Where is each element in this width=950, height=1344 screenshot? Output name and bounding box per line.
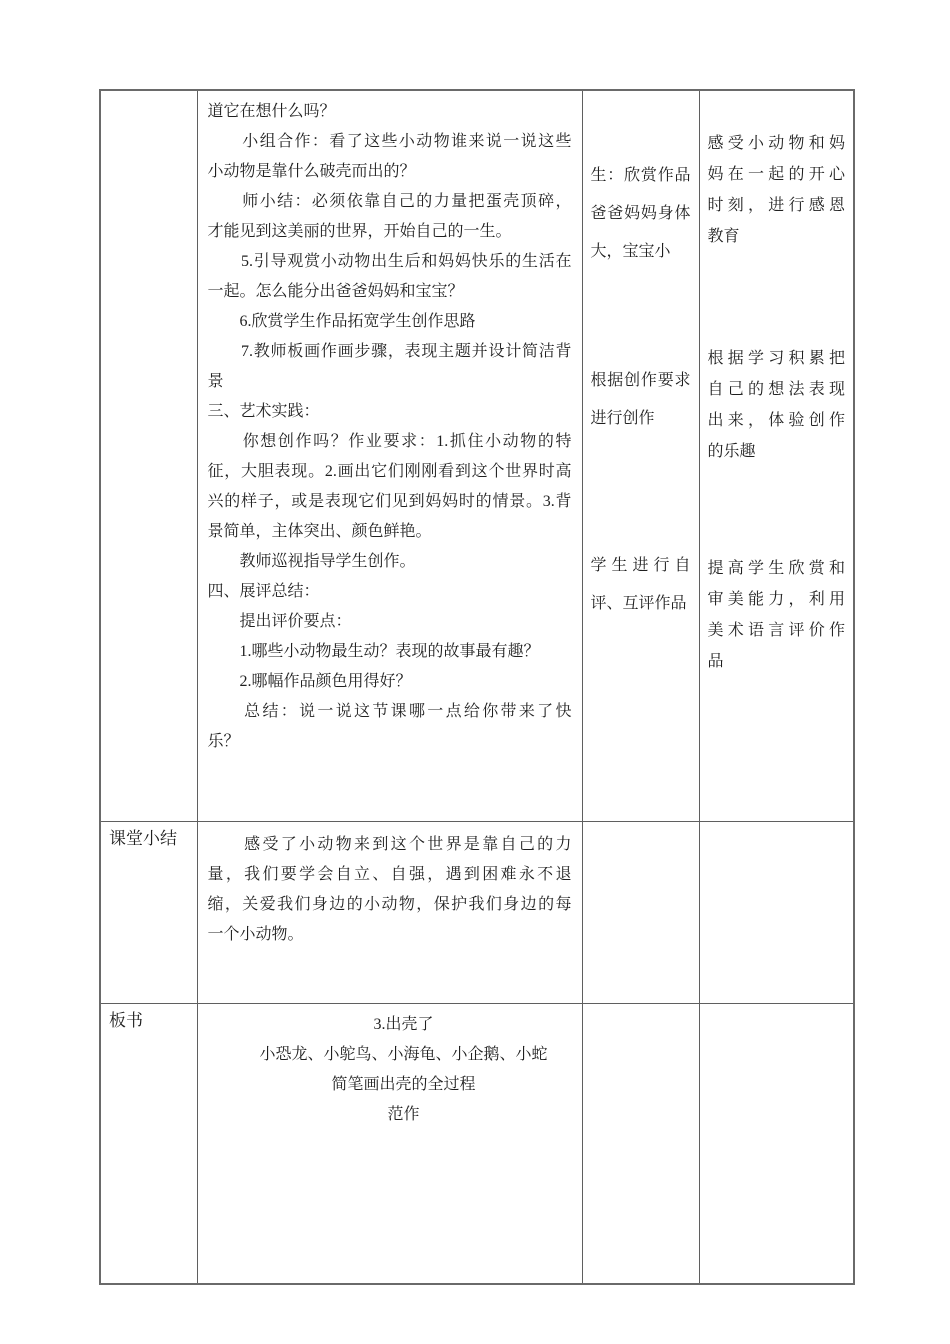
- text-line: 品: [707, 653, 724, 670]
- text-line: 妈在一起的开心: [707, 166, 845, 183]
- text-line: 6.欣赏学生作品拓宽学生创作思路: [207, 313, 476, 330]
- text-line: 小恐龙、小鸵鸟、小海龟、小企鹅、小蛇: [259, 1045, 548, 1063]
- student-activity-cell: [582, 90, 699, 821]
- text-line: 感受了小动物来到这个世界是靠自己的力: [207, 835, 572, 853]
- board-content-cell: [197, 1003, 582, 1284]
- empty-cell: [699, 821, 854, 1003]
- board-label-text: 板书: [109, 1010, 143, 1030]
- text-line: 1.哪些小动物最生动？表现的故事最有趣？: [207, 643, 540, 660]
- empty-label-cell: [100, 90, 197, 821]
- row-teaching-process: [100, 90, 854, 821]
- empty-cell: [582, 1003, 699, 1284]
- text-line: 感受小动物和妈: [707, 135, 845, 152]
- text-line: 提出评价要点：: [207, 613, 352, 630]
- text-line: 四、展评总结：: [207, 583, 320, 600]
- board-text: [226, 1010, 582, 1130]
- row-class-summary: [100, 821, 854, 1003]
- text-line: 3.出壳了: [373, 1015, 434, 1033]
- text-line: 自己的想法表现: [707, 381, 845, 398]
- text-line: 美术语言评价作: [707, 622, 845, 639]
- student-activity-note: [591, 547, 691, 623]
- text-line: 评、互评作品: [590, 595, 687, 612]
- text-line: 生：欣赏作品: [590, 167, 691, 184]
- text-line: 根据学习积累把: [707, 350, 845, 367]
- empty-cell: [699, 1003, 854, 1284]
- text-line: 才能见到这美丽的世界，开始自己的一生。: [207, 223, 512, 240]
- text-line: 7.教师板画作画步骤，表现主题并设计简洁背: [207, 343, 572, 360]
- text-line: 教育: [707, 228, 740, 245]
- summary-row-label: [100, 821, 197, 1003]
- text-line: 缩，关爱我们身边的小动物，保护我们身边的每: [207, 895, 572, 913]
- text-line: 5.引导观赏小动物出生后和妈妈快乐的生活在: [207, 253, 572, 270]
- design-intent-note: [708, 553, 846, 677]
- text-line: 教师巡视指导学生创作。: [207, 553, 416, 570]
- design-intent-note: [708, 128, 846, 252]
- text-line: 征，大胆表现。2.画出它们刚刚看到这个世界时高: [207, 463, 572, 480]
- text-line: 小组合作：看了这些小动物谁来说一说这些: [207, 133, 572, 150]
- text-line: 景简单，主体突出、颜色鲜艳。: [207, 523, 432, 540]
- text-line: 小动物是靠什么破壳而出的？: [207, 163, 416, 180]
- empty-cell: [582, 821, 699, 1003]
- text-line: 一个小动物。: [207, 925, 304, 943]
- text-line: 的乐趣: [707, 443, 756, 460]
- text-line: 根据创作要求: [590, 372, 691, 389]
- text-line: 师小结：必须依靠自己的力量把蛋壳顶碎，: [207, 193, 572, 210]
- text-line: 量，我们要学会自立、自强，遇到困难永不退: [207, 865, 572, 883]
- student-activity-note: [591, 157, 691, 271]
- design-intent-note: [708, 343, 846, 467]
- text-line: 大，宝宝小: [590, 243, 671, 260]
- summary-text: [208, 830, 572, 950]
- row-board-design: [100, 1003, 854, 1284]
- text-line: 时刻，进行感恩: [707, 197, 845, 214]
- summary-content-cell: [197, 821, 582, 1003]
- text-line: 审美能力，利用: [707, 591, 845, 608]
- text-line: 出来，体验创作: [707, 412, 845, 429]
- design-intent-cell: [699, 90, 854, 821]
- text-line: 乐？: [207, 733, 240, 750]
- text-line: 范作: [387, 1105, 420, 1123]
- text-line: 提高学生欣赏和: [707, 560, 845, 577]
- text-line: 一起。怎么能分出爸爸妈妈和宝宝？: [207, 283, 464, 300]
- text-line: 学生进行自: [590, 557, 691, 574]
- text-line: 景: [207, 373, 224, 390]
- text-line: 爸爸妈妈身体: [590, 205, 691, 222]
- text-line: 道它在想什么吗？: [207, 103, 336, 120]
- text-line: 2.哪幅作品颜色用得好？: [207, 673, 412, 690]
- teaching-process-cell: [197, 90, 582, 821]
- text-line: 你想创作吗？作业要求：1.抓住小动物的特: [207, 433, 572, 450]
- student-activity-note: [591, 362, 691, 438]
- text-line: 兴的样子，或是表现它们见到妈妈时的情景。3.背: [207, 493, 572, 510]
- text-line: 进行创作: [590, 410, 655, 427]
- text-line: 简笔画出壳的全过程: [331, 1075, 476, 1093]
- summary-label-text: 课堂小结: [109, 828, 177, 848]
- board-row-label: [100, 1003, 197, 1284]
- text-line: 总结：说一说这节课哪一点给你带来了快: [207, 703, 572, 720]
- teaching-process-text: [208, 97, 572, 757]
- text-line: 三、艺术实践：: [207, 403, 320, 420]
- lesson-plan-table: [99, 89, 855, 1285]
